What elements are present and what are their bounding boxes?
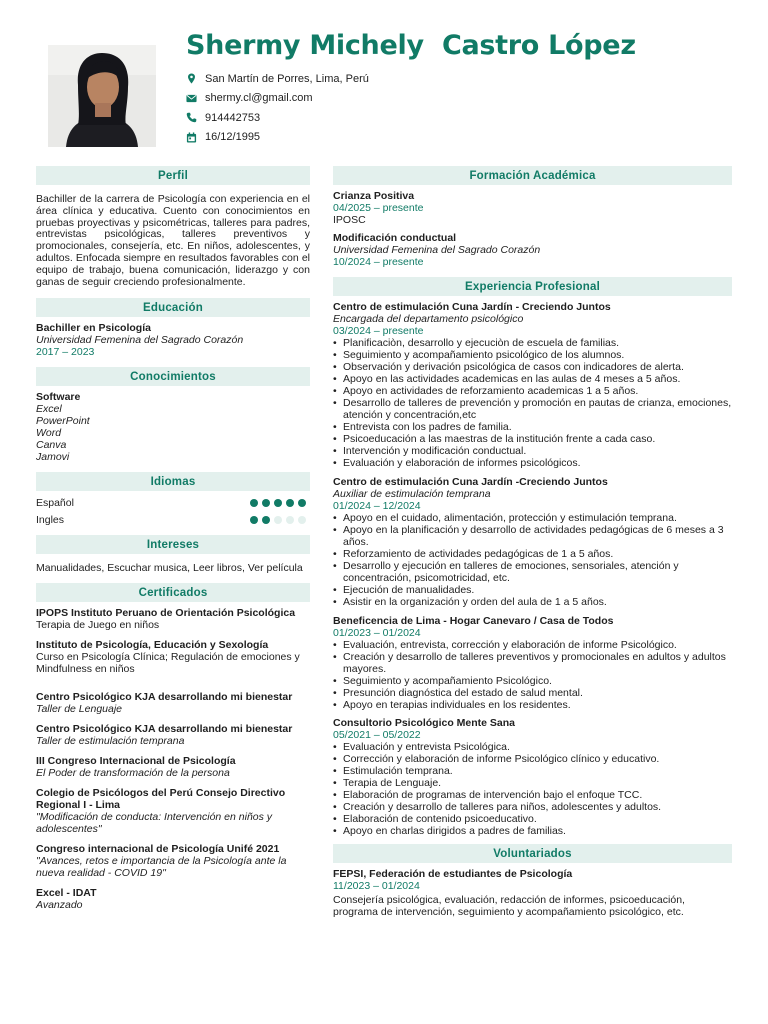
section-heading-certificados: Certificados	[36, 583, 310, 602]
education-dates: 2017 – 2023	[36, 346, 95, 359]
section-heading-experiencia: Experiencia Profesional	[333, 277, 732, 296]
certificate-item	[36, 887, 310, 911]
language-list	[36, 494, 310, 528]
training-title: Modificación conductual	[333, 232, 457, 244]
experience-bullet: • Intervención y modificación conductual.	[333, 445, 732, 457]
certificate-title: III Congreso Internacional de Psicología	[36, 755, 236, 768]
certificate-item	[36, 691, 310, 715]
training-title: Crianza Positiva	[333, 190, 415, 202]
experience-dates: 03/2024 – presente	[333, 325, 424, 337]
experience-bullet: • Psicoeducación a las maestras de la institución frente a cada caso.	[333, 433, 732, 445]
experience-dates: 01/2023 – 01/2024	[333, 627, 421, 639]
language-row	[36, 494, 310, 511]
interests-text: Manualidades, Escuchar musica, Leer libros, Ver película	[36, 562, 303, 575]
training-dates: 10/2024 – presente	[333, 256, 424, 268]
level-dot-filled	[262, 499, 270, 507]
certificate-title: Excel - IDAT	[36, 887, 97, 900]
experience-bullet: • Seguimiento y acompañamiento psicológico de los alumnos.	[333, 349, 732, 361]
education-school: Universidad Femenina del Sagrado Corazón	[36, 334, 244, 347]
level-dot-filled	[262, 516, 270, 524]
experience-title: Consultorio Psicológico Mente Sana	[333, 717, 516, 729]
certificate-desc: "Avances, retos e importancia de la Psicología ante la nueva realidad - COVID 19"	[36, 855, 287, 880]
certificate-title: Instituto de Psicología, Educación y Sexología	[36, 639, 269, 652]
experience-bullet: • Elaboración de programas de intervención bajo el enfoque TCC.	[333, 789, 732, 801]
experience-bullet: • Desarrollo de talleres de prevención y promoción en pautas de crianza, emociones, atención y concentración,etc	[333, 397, 732, 421]
section-heading-perfil: Perfil	[36, 166, 310, 185]
volunteer-text: Consejería psicológica, evaluación, redacción de informes, psicoeducación, programa de intervención, seguimiento y acompañamiento psicológico, etc.	[333, 894, 685, 918]
experience-title: Centro de estimulación Cuna Jardín -Creciendo Juntos	[333, 476, 608, 488]
experience-item	[333, 717, 732, 837]
education-degree: Bachiller en Psicología	[36, 322, 151, 335]
software-item: PowerPoint	[36, 415, 90, 428]
experience-bullet: • Entrevista con los padres de familia.	[333, 421, 732, 433]
contact-list	[186, 69, 369, 147]
experience-bullets	[333, 741, 732, 837]
email-text[interactable]: shermy.cl@gmail.com	[205, 92, 313, 105]
experience-bullet: • Apoyo en el cuidado, alimentación, protección y estimulación temprana.	[333, 512, 732, 524]
certificate-item	[36, 723, 310, 747]
certificate-desc: El Poder de transformación de la persona	[36, 767, 230, 780]
address-text: San Martín de Porres, Lima, Perú	[205, 72, 369, 85]
certificates-list	[36, 607, 310, 911]
volunteer-dates: 11/2023 – 01/2024	[333, 880, 420, 892]
certificate-desc: Terapia de Juego en niños	[36, 619, 160, 632]
level-dot-filled	[274, 499, 282, 507]
training-item	[333, 190, 732, 226]
experience-bullet: • Seguimiento y acompañamiento Psicológico.	[333, 675, 732, 687]
language-name: Ingles	[36, 513, 65, 526]
experience-bullet: • Presunción diagnóstica del estado de salud mental.	[333, 687, 732, 699]
calendar-icon	[186, 132, 205, 143]
experience-bullets	[333, 639, 732, 711]
volunteer-item	[333, 868, 732, 918]
level-dot-empty	[274, 516, 282, 524]
section-heading-conocimientos: Conocimientos	[36, 367, 310, 386]
experience-bullets	[333, 512, 732, 608]
experience-bullet: • Evaluación, entrevista, corrección y elaboración de informe Psicológico.	[333, 639, 732, 651]
certificate-desc: Avanzado	[36, 899, 83, 912]
section-heading-voluntariados: Voluntariados	[333, 844, 732, 863]
education-entry	[36, 322, 310, 358]
level-dot-filled	[298, 499, 306, 507]
right-column	[333, 166, 732, 918]
language-row	[36, 511, 310, 528]
section-heading-formacion: Formación Académica	[333, 166, 732, 185]
experience-title: Beneficencia de Lima - Hogar Canevaro / Casa de Todos	[333, 615, 614, 627]
experience-bullet: • Asistir en la organización y orden del aula de 1 a 5 años.	[333, 596, 732, 608]
software-list	[36, 391, 310, 463]
experience-bullet: • Apoyo en la planificación y desarrollo de actividades pedagógicas de 6 meses a 3 años.	[333, 524, 732, 548]
contact-address	[186, 69, 369, 89]
experience-bullet: • Planificaciòn, desarrollo y ejecuciòn de escuela de familias.	[333, 337, 732, 349]
certificate-desc: Taller de Lenguaje	[36, 703, 123, 716]
software-item: Excel	[36, 403, 62, 416]
contact-birthdate	[186, 128, 369, 148]
profile-photo	[48, 45, 156, 147]
mail-icon	[186, 93, 205, 104]
certificate-title: Centro Psicológico KJA desarrollando mi bienestar	[36, 723, 293, 736]
phone-icon	[186, 112, 205, 123]
certificate-item	[36, 639, 310, 675]
training-item	[333, 232, 732, 268]
certificate-item	[36, 843, 310, 879]
candidate-name: Shermy Michely Castro López	[186, 30, 636, 61]
experience-bullet: • Creación y desarrollo de talleres para niños, adolescentes y adultos.	[333, 801, 732, 813]
software-item: Word	[36, 427, 62, 440]
experience-bullet: • Terapia de Lenguaje.	[333, 777, 732, 789]
phone-text: 914442753	[205, 111, 261, 124]
left-column	[36, 166, 310, 911]
section-heading-educacion: Educación	[36, 298, 310, 317]
experience-bullet: • Desarrollo y ejecución en talleres de emociones, sensoriales, atención y concentración, psicomotricidad, etc.	[333, 560, 732, 584]
training-dates: 04/2025 – presente	[333, 202, 424, 214]
level-dot-filled	[286, 499, 294, 507]
language-name: Español	[36, 496, 74, 509]
certificate-title: Congreso internacional de Psicología Unifé 2021	[36, 843, 280, 856]
perfil-text: Bachiller de la carrera de Psicología con experiencia en el área clínica y educativa. Cuento con conocimientos en pruebas proyectivas y psicométricas, talleres para padres, entrevistas psicológicas, talleres preventivos y promocionales, consejería, etc. En niños, adolescentes, y adultos. Enfocada siempre en resultados favorables con el equipo de trabajo, buena comunicación, liderazgo y con ganas de seguir creciendo profesionalmente.	[36, 193, 310, 288]
contact-email	[186, 89, 369, 109]
certificate-title: Centro Psicológico KJA desarrollando mi bienestar	[36, 691, 293, 704]
experience-bullet: • Corrección y elaboración de informe Psicológico clínico y educativo.	[333, 753, 732, 765]
experience-bullet: • Observación y derivación psicológica de casos con indicadores de alerta.	[333, 361, 732, 373]
section-heading-intereses: Intereses	[36, 535, 310, 554]
experience-bullet: • Apoyo en charlas dirigidos a padres de familias.	[333, 825, 732, 837]
experience-bullets	[333, 337, 732, 469]
section-heading-idiomas: Idiomas	[36, 472, 310, 491]
certificate-title: IPOPS Instituto Peruano de Orientación Psicológica	[36, 607, 296, 620]
level-dot-empty	[286, 516, 294, 524]
experience-role: Auxiliar de estimulación temprana	[333, 488, 491, 500]
level-dot-filled	[250, 516, 258, 524]
software-title: Software	[36, 391, 81, 404]
certificate-desc: "Modificación de conducta: Intervención en niños y adolescentes"	[36, 811, 273, 836]
experience-dates: 05/2021 – 05/2022	[333, 729, 421, 741]
certificate-item	[36, 787, 310, 835]
experience-item	[333, 476, 732, 608]
experience-bullet: • Reforzamiento de actividades pedagógicas de 1 a 5 años.	[333, 548, 732, 560]
training-org: IPOSC	[333, 214, 366, 226]
experience-title: Centro de estimulación Cuna Jardín - Creciendo Juntos	[333, 301, 611, 313]
language-level-dots	[250, 499, 310, 507]
certificate-title: Colegio de Psicólogos del Perú Consejo Directivo Regional I - Lima	[36, 787, 286, 812]
experience-role: Encargada del departamento psicológico	[333, 313, 524, 325]
level-dot-empty	[298, 516, 306, 524]
experience-bullet: • Apoyo en terapias individuales en los residentes.	[333, 699, 732, 711]
experience-dates: 01/2024 – 12/2024	[333, 500, 421, 512]
experience-bullet: • Elaboración de contenido psicoeducativo.	[333, 813, 732, 825]
certificate-desc: Taller de estimulación temprana	[36, 735, 185, 748]
experience-item	[333, 615, 732, 711]
language-level-dots	[250, 516, 310, 524]
experience-bullet: • Ejecución de manualidades.	[333, 584, 732, 596]
experience-bullet: • Evaluación y elaboración de informes psicológicos.	[333, 457, 732, 469]
contact-phone	[186, 108, 369, 128]
experience-bullet: • Apoyo en actividades de reforzamiento academicas 1 a 5 años.	[333, 385, 732, 397]
certificate-item	[36, 755, 310, 779]
certificate-desc: Curso en Psicología Clínica; Regulación de emociones y Mindfulness en niños	[36, 651, 300, 676]
birthdate-text: 16/12/1995	[205, 131, 261, 144]
experience-bullet: • Creación y desarrollo de talleres preventivos y promocionales en adultos y adultos mayores.	[333, 651, 732, 675]
software-item: Jamovi	[36, 451, 70, 464]
location-pin-icon	[186, 73, 205, 84]
level-dot-filled	[250, 499, 258, 507]
certificate-item	[36, 607, 310, 631]
training-org: Universidad Femenina del Sagrado Corazón	[333, 244, 541, 256]
volunteer-title: FEPSI, Federación de estudiantes de Psicología	[333, 868, 573, 880]
experience-bullet: • Evaluación y entrevista Psicológica.	[333, 741, 732, 753]
software-item: Canva	[36, 439, 67, 452]
experience-bullet: • Estimulación temprana.	[333, 765, 732, 777]
experience-bullet: • Apoyo en las actividades academicas en las aulas de 4 meses a 5 años.	[333, 373, 732, 385]
experience-item	[333, 301, 732, 469]
